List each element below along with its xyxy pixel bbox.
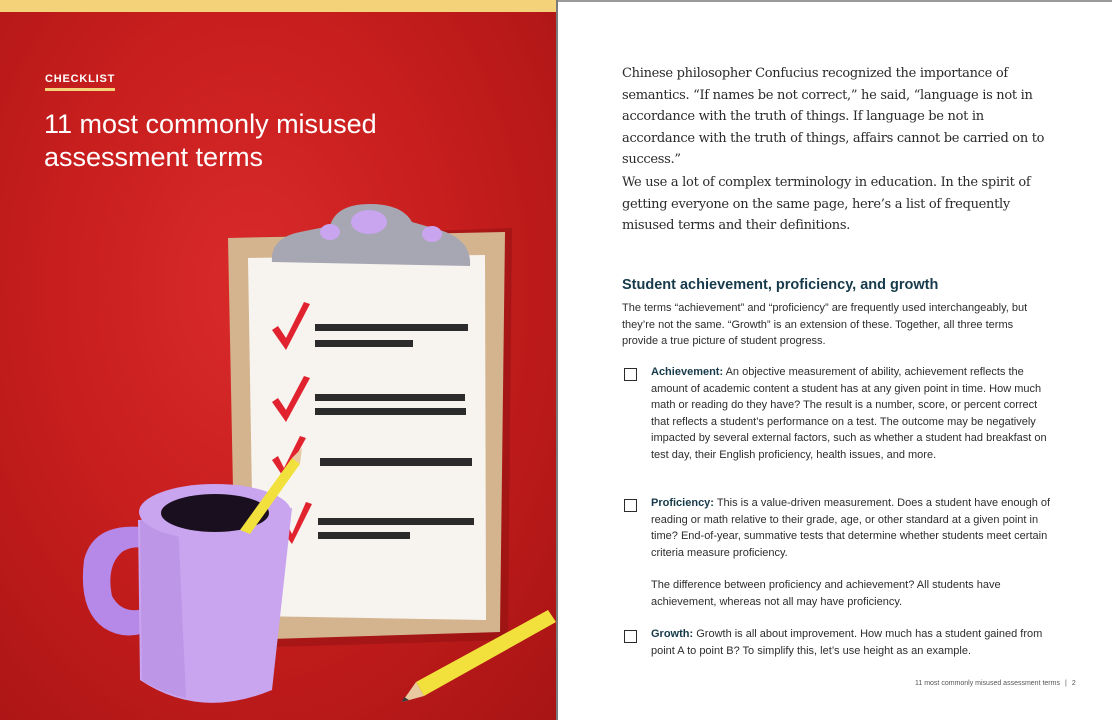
clip-rivet-right xyxy=(422,226,442,242)
cover-title: 11 most commonly misused assessment terms xyxy=(44,109,377,172)
checkbox[interactable] xyxy=(624,368,637,381)
list-line xyxy=(318,532,410,539)
list-line xyxy=(315,324,468,331)
page-footer xyxy=(915,680,1076,687)
term-definition xyxy=(651,495,1051,561)
intro-paragraph: We use a lot of complex terminology in education. In the spirit of getting everyone on the same page, here’s a list of frequently misused terms and their definitions. xyxy=(622,175,1031,233)
term-title: Achievement: xyxy=(651,366,724,378)
checkbox[interactable] xyxy=(624,499,637,512)
term-definition xyxy=(651,364,1051,463)
term-title: Proficiency: xyxy=(651,497,714,509)
list-line xyxy=(318,518,474,525)
checklist-item-growth xyxy=(622,626,1062,659)
footer-doc-title: 11 most commonly misused assessment terms xyxy=(915,680,1060,687)
section-intro: The terms “achievement” and “proficiency” are frequently used interchangeably, but they’re not the same. “Growth” is an extension of these. Together, all three terms provide a true picture of student progress. xyxy=(622,302,1028,347)
term-note: The difference between proficiency and achievement? All students have achievement, whereas not all may have proficiency. xyxy=(651,579,1001,608)
term-text: This is a value-driven measurement. Does a student have enough of reading or math relative to their grade, age, or other standard at a given point in time? End-of-year, summative tests that determine whether students meet certain criteria measure proficiency. xyxy=(651,497,1051,559)
term-text: An objective measurement of ability, achievement reflects the amount of academic content a student has at any given point in time. How much math or reading do they have? The result is a number, score, or percent correct that reflects a student’s performance on a test. The outcome may be negatively impacted by several external factors, such as whether a student had breakfast on test day, their English proficiency, health issues, and more. xyxy=(651,366,1047,461)
term-title: Growth: xyxy=(651,628,694,640)
intro-paragraph: Chinese philosopher Confucius recognized the importance of semantics. “If names be not correct,” he said, “language is not in accordance with the truth of things. If language be not in accordance with the truth of things, affairs cannot be carried on to success.” xyxy=(622,66,1045,167)
page-number: 2 xyxy=(1071,680,1076,687)
list-line xyxy=(315,340,413,347)
list-line xyxy=(320,458,472,466)
cover-eyebrow: CHECKLIST xyxy=(45,73,115,91)
checklist-item-achievement xyxy=(622,364,1062,463)
clip-rivet-left xyxy=(320,224,340,240)
page-top-rule xyxy=(558,0,1112,2)
checklist-item-proficiency xyxy=(622,495,1062,610)
checkbox[interactable] xyxy=(624,630,637,643)
term-definition xyxy=(651,626,1051,659)
clip-hole xyxy=(351,210,387,234)
list-line xyxy=(315,394,465,401)
section-heading: Student achievement, proficiency, and growth xyxy=(622,277,939,293)
list-line xyxy=(315,408,466,415)
content-page xyxy=(558,0,1112,720)
footer-separator: | xyxy=(1064,680,1067,687)
term-text: Growth is all about improvement. How much has a student gained from point A to point B? To simplify this, let’s use height as an example. xyxy=(651,628,1043,657)
